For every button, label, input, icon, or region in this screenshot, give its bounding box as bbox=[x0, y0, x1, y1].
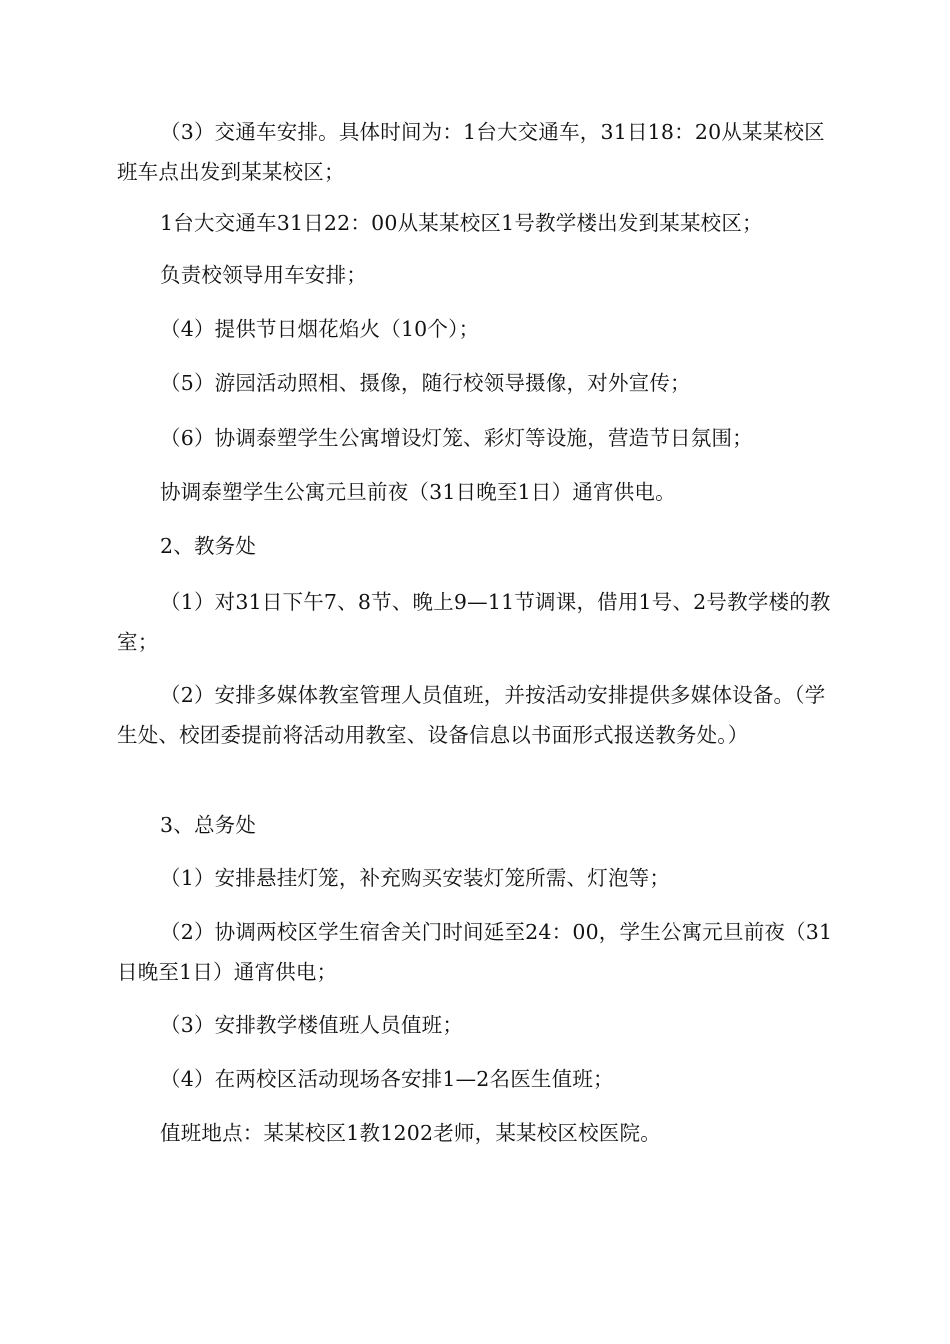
section-heading-general-affairs: 3、总务处 bbox=[160, 813, 257, 837]
paragraph-hang-lanterns: （1）安排悬挂灯笼，补充购买安装灯笼所需、灯泡等； bbox=[160, 866, 671, 890]
paragraph-building-duty: （3）安排教学楼值班人员值班； bbox=[160, 1013, 464, 1037]
paragraph-class-reschedule: （1）对31日下午7、8节、晚上9—11节调课，借用1号、2号教学楼的教室； bbox=[117, 590, 831, 654]
paragraph-doctors: （4）在两校区活动现场各安排1—2名医生值班； bbox=[160, 1067, 614, 1091]
paragraph-lanterns: （6）协调泰塑学生公寓增设灯笼、彩灯等设施，营造节日氛围； bbox=[160, 426, 753, 450]
section-heading-academic-affairs: 2、教务处 bbox=[160, 534, 257, 558]
paragraph-photography: （5）游园活动照相、摄像，随行校领导摄像，对外宣传； bbox=[160, 371, 691, 395]
paragraph-transport: （3）交通车安排。具体时间为：1台大交通车，31日18：20从某某校区班车点出发到某某校区； bbox=[117, 120, 825, 184]
paragraph-duty-location: 值班地点：某某校区1教1202老师，某某校区校医院。 bbox=[160, 1121, 661, 1145]
paragraph-leader-car: 负责校领导用车安排； bbox=[160, 263, 367, 287]
paragraph-fireworks: （4）提供节日烟花焰火（10个）； bbox=[160, 317, 480, 341]
paragraph-multimedia: （2）安排多媒体教室管理人员值班，并按活动安排提供多媒体设备。（学生处、校团委提前将活动用教室、设备信息以书面形式报送教务处。） bbox=[117, 683, 826, 747]
paragraph-dormitory-hours: （2）协调两校区学生宿舍关门时间延至24：00，学生公寓元旦前夜（31日晚至1日）通宵供电； bbox=[117, 920, 833, 984]
paragraph-bus-second: 1台大交通车31日22：00从某某校区1号教学楼出发到某某校区； bbox=[160, 211, 763, 235]
paragraph-power-supply: 协调泰塑学生公寓元旦前夜（31日晚至1日）通宵供电。 bbox=[160, 480, 676, 504]
